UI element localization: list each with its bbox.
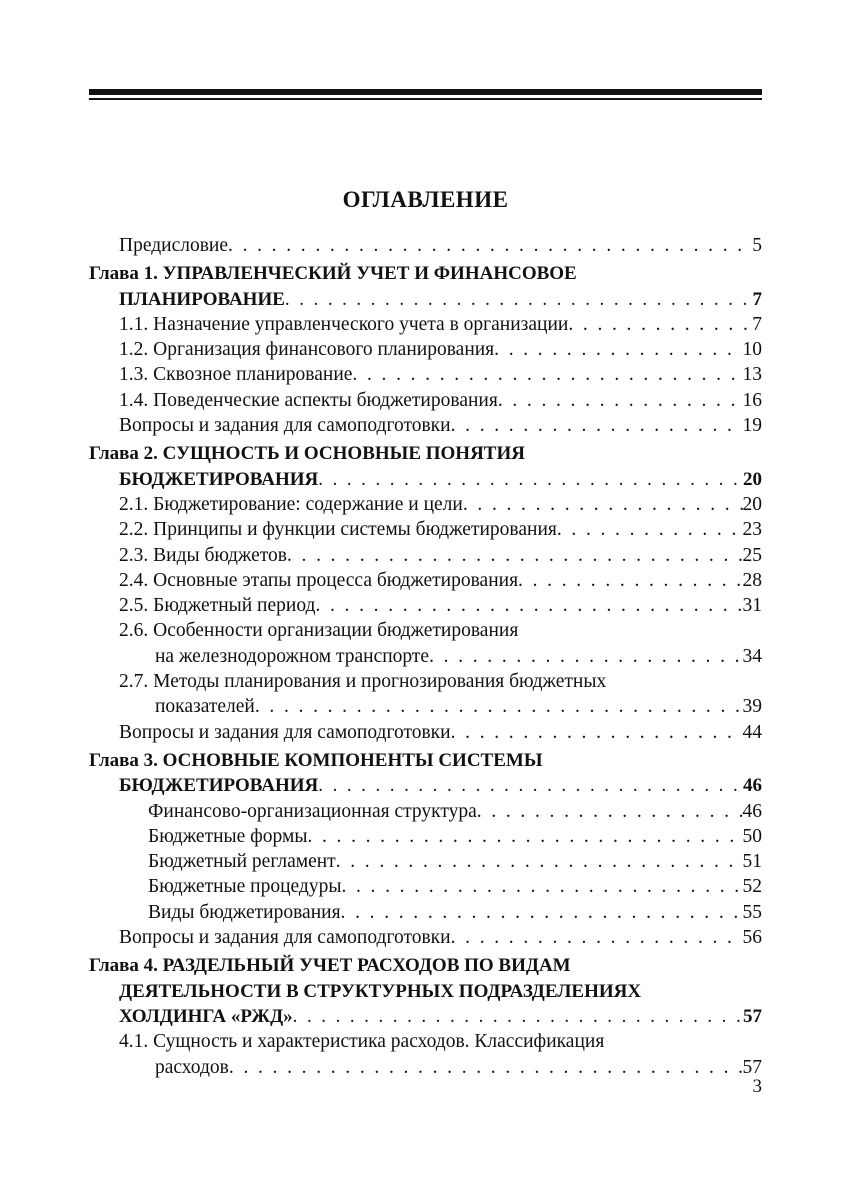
toc-leader-dots — [315, 593, 742, 618]
toc-entry-page: 51 — [742, 851, 762, 873]
toc-entry-page: 39 — [742, 696, 762, 718]
toc-entry — [89, 669, 762, 694]
toc-entry — [89, 694, 762, 719]
toc-entry-page: 13 — [742, 364, 762, 386]
toc-leader-dots — [341, 874, 742, 899]
toc-leader-dots — [494, 337, 742, 362]
toc-entry-page: 28 — [742, 569, 762, 591]
toc-leader-dots — [307, 824, 742, 849]
toc-entry-page: 20 — [742, 493, 762, 515]
toc-entry-title: ДЕЯТЕЛЬНОСТИ В СТРУКТУРНЫХ ПОДРАЗДЕЛЕНИЯХ — [119, 980, 642, 1002]
toc-entry-page: 10 — [742, 339, 762, 361]
toc-entry-title: 4.1. Сущность и характеристика расходов. Классификация — [119, 1031, 605, 1053]
toc-entry-title: Глава 1. УПРАВЛЕНЧЕСКИЙ УЧЕТ И ФИНАНСОВОЕ — [89, 263, 577, 285]
toc-entry-title: 2.6. Особенности организации бюджетирования — [119, 620, 519, 642]
toc-entry — [89, 441, 762, 466]
toc-entry — [89, 979, 762, 1004]
toc-entry — [89, 543, 762, 568]
toc-entry-page: 7 — [752, 313, 762, 335]
header-rule-thin — [89, 98, 762, 100]
toc-entry — [89, 233, 762, 258]
toc-entry-title: 1.1. Назначение управленческого учета в организации — [119, 313, 569, 335]
toc-entry — [89, 287, 762, 312]
toc-entry-page: 46 — [742, 800, 762, 822]
toc-leader-dots — [568, 312, 752, 337]
header-rule-thick — [89, 89, 762, 95]
toc-entry-title: Вопросы и задания для самоподготовки — [119, 721, 451, 743]
toc-leader-dots — [451, 925, 743, 950]
toc-entry-title: Финансово-организационная структура — [148, 800, 477, 822]
toc-leader-dots — [451, 720, 743, 745]
toc-entry-page: 57 — [742, 1056, 762, 1078]
toc-entry-page: 50 — [742, 825, 762, 847]
toc-leader-dots — [498, 388, 743, 413]
table-of-contents — [89, 233, 762, 1080]
toc-entry — [89, 799, 762, 824]
toc-entry-title: расходов — [155, 1056, 229, 1078]
toc-leader-dots — [352, 362, 742, 387]
toc-entry-title: Предисловие — [119, 235, 229, 256]
toc-entry — [89, 413, 762, 438]
toc-entry — [89, 1029, 762, 1054]
toc-entry — [89, 925, 762, 950]
toc-leader-dots — [451, 413, 743, 438]
toc-entry-title: Глава 3. ОСНОВНЫЕ КОМПОНЕНТЫ СИСТЕМЫ — [89, 749, 543, 771]
toc-leader-dots — [287, 543, 743, 568]
toc-entry-page: 56 — [742, 927, 762, 949]
toc-entry — [89, 492, 762, 517]
toc-leader-dots — [429, 644, 742, 669]
toc-leader-dots — [293, 1004, 743, 1029]
toc-entry-title: Виды бюджетирования — [148, 901, 341, 923]
toc-entry-title: 2.5. Бюджетный период — [119, 595, 316, 617]
toc-entry-title: ПЛАНИРОВАНИЕ — [119, 288, 285, 310]
page-title: ОГЛАВЛЕНИЕ — [342, 187, 509, 212]
toc-entry-title: 1.2. Организация финансового планирования — [119, 339, 495, 361]
toc-leader-dots — [318, 773, 743, 798]
toc-entry-title: Глава 4. РАЗДЕЛЬНЫЙ УЧЕТ РАСХОДОВ ПО ВИДАМ — [89, 955, 571, 977]
toc-entry — [89, 312, 762, 337]
toc-entry — [89, 618, 762, 643]
toc-entry — [89, 467, 762, 492]
toc-leader-dots — [518, 568, 742, 593]
toc-entry-title: 2.3. Виды бюджетов — [119, 544, 287, 566]
toc-entry — [89, 1055, 762, 1080]
toc-entry-title: 1.4. Поведенческие аспекты бюджетирования — [119, 389, 498, 411]
toc-entry — [89, 568, 762, 593]
toc-entry-page: 25 — [742, 544, 762, 566]
toc-entry-title: 2.4. Основные этапы процесса бюджетирования — [119, 569, 519, 591]
toc-entry-page: 7 — [752, 288, 762, 310]
toc-leader-dots — [463, 492, 743, 517]
toc-entry — [89, 1004, 762, 1029]
toc-entry-title: БЮДЖЕТИРОВАНИЯ — [119, 468, 319, 490]
toc-entry-title: БЮДЖЕТИРОВАНИЯ — [119, 775, 319, 797]
toc-leader-dots — [229, 1055, 743, 1080]
toc-entry — [89, 953, 762, 978]
toc-entry — [89, 644, 762, 669]
toc-entry-title: Бюджетные формы — [148, 825, 308, 847]
toc-entry-title: Бюджетный регламент — [148, 851, 336, 873]
toc-entry — [89, 720, 762, 745]
toc-entry-title: 2.1. Бюджетирование: содержание и цели — [119, 493, 463, 515]
toc-leader-dots — [336, 849, 743, 874]
toc-entry-page: 19 — [742, 415, 762, 437]
toc-entry-page: 31 — [742, 595, 762, 617]
toc-leader-dots — [477, 799, 743, 824]
toc-leader-dots — [318, 467, 743, 492]
page-number: 3 — [752, 1076, 762, 1097]
toc-entry-title: Вопросы и задания для самоподготовки — [119, 415, 451, 437]
toc-entry-title: Вопросы и задания для самоподготовки — [119, 927, 451, 949]
toc-entry — [89, 824, 762, 849]
toc-entry-page: 57 — [743, 1005, 762, 1027]
toc-entry — [89, 849, 762, 874]
toc-entry-title: Бюджетные процедуры — [148, 876, 342, 898]
toc-entry-title: на железнодорожном транспорте — [155, 645, 430, 667]
toc-leader-dots — [557, 517, 743, 542]
toc-entry-title: ХОЛДИНГА «РЖД» — [119, 1005, 293, 1027]
toc-entry — [89, 337, 762, 362]
toc-leader-dots — [341, 900, 743, 925]
toc-leader-dots — [255, 694, 743, 719]
toc-entry — [89, 748, 762, 773]
toc-entry-title: 2.2. Принципы и функции системы бюджетирования — [119, 519, 557, 541]
toc-entry-page: 52 — [742, 876, 762, 898]
toc-entry-page: 20 — [743, 468, 762, 490]
toc-entry-page: 34 — [742, 645, 762, 667]
toc-entry — [89, 362, 762, 387]
toc-entry-page: 55 — [742, 901, 762, 923]
toc-entry-title: Глава 2. СУЩНОСТЬ И ОСНОВНЫЕ ПОНЯТИЯ — [89, 443, 525, 465]
toc-entry-page: 46 — [743, 775, 762, 797]
toc-entry-page: 16 — [742, 389, 762, 411]
toc-entry-page: 44 — [742, 721, 762, 743]
toc-entry — [89, 900, 762, 925]
toc-entry-title: 1.3. Сквозное планирование — [119, 364, 353, 386]
toc-entry — [89, 261, 762, 286]
toc-leader-dots — [228, 233, 752, 258]
toc-entry — [89, 773, 762, 798]
toc-entry-page: 5 — [752, 235, 762, 256]
toc-entry-title: показателей — [155, 696, 255, 718]
toc-entry — [89, 517, 762, 542]
toc-entry — [89, 593, 762, 618]
toc-leader-dots — [285, 287, 753, 312]
toc-entry-title: 2.7. Методы планирования и прогнозирования бюджетных — [119, 671, 607, 693]
toc-entry — [89, 388, 762, 413]
toc-entry-page: 23 — [742, 519, 762, 541]
toc-entry — [89, 874, 762, 899]
